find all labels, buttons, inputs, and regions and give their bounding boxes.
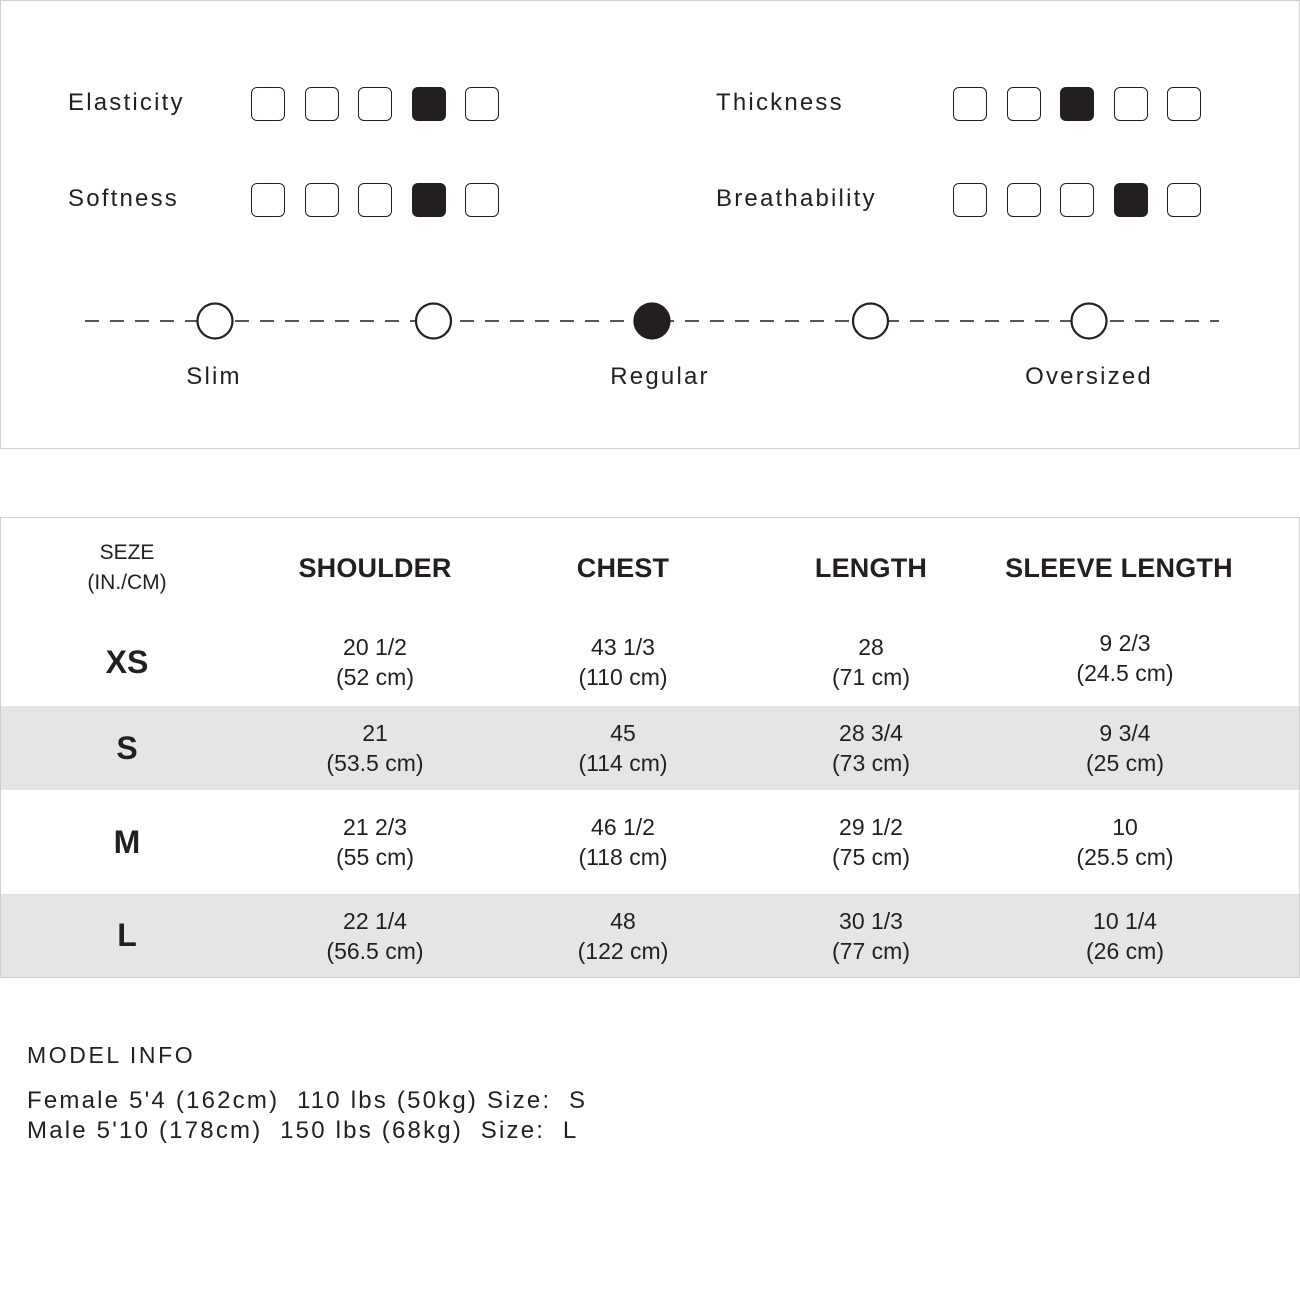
fit-label-oversized: Oversized [1025, 363, 1153, 390]
fit-point [198, 304, 233, 339]
size-label: S [116, 729, 138, 766]
rating-box-empty [358, 87, 392, 121]
header-size-label: SEZE [99, 541, 155, 564]
attr-label-thickness: Thickness [716, 89, 844, 116]
rating-box-empty [1167, 183, 1201, 217]
rating-box-empty [465, 183, 499, 217]
model-info-title: MODEL INFO [27, 1042, 196, 1068]
rating-box-empty [305, 183, 339, 217]
rating-box-filled [412, 183, 446, 217]
header-unit-label: (IN./CM) [87, 571, 167, 594]
table-row [1, 790, 1299, 894]
table-row [1, 618, 1299, 706]
chest-cell: 43 1/3 (110 cm) [578, 634, 668, 690]
attr-label-softness: Softness [68, 185, 179, 212]
sleeve-length-cell: 10 1/4 (26 cm) [1086, 907, 1164, 964]
rating-box-empty [465, 87, 499, 121]
attr-label-elasticity: Elasticity [68, 89, 185, 116]
rating-box-empty [1007, 183, 1041, 217]
rating-box-empty [953, 183, 987, 217]
table-row [1, 706, 1299, 790]
sleeve-length-cell: 10 (25.5 cm) [1076, 814, 1174, 870]
fit-point [853, 304, 888, 339]
header-sleeve-length: SLEEVE LENGTH [1005, 552, 1233, 583]
fit-scale [1, 281, 1299, 361]
table-row [1, 894, 1299, 977]
fit-point [416, 304, 451, 339]
fit-label-regular: Regular [610, 363, 710, 390]
shoulder-cell: 21 2/3 (55 cm) [336, 814, 414, 870]
shoulder-cell: 21 (53.5 cm) [326, 720, 424, 776]
rating-box-empty [358, 183, 392, 217]
rating-box-empty [1114, 87, 1148, 121]
length-cell: 29 1/2 (75 cm) [832, 814, 910, 870]
model-info-female: Female 5'4 (162cm) 110 lbs (50kg) Size: S [27, 1087, 588, 1114]
header-size-unit [87, 518, 166, 618]
rating-box-empty [251, 87, 285, 121]
model-info-section [27, 1040, 587, 1146]
model-info-male: Male 5'10 (178cm) 150 lbs (68kg) Size: L [27, 1117, 579, 1144]
rating-box-empty [305, 87, 339, 121]
fabric-attributes-panel [0, 0, 1300, 449]
rating-box-empty [1007, 87, 1041, 121]
chest-cell: 46 1/2 (118 cm) [578, 814, 668, 870]
rating-box-filled [1060, 87, 1094, 121]
chest-cell: 48 (122 cm) [577, 907, 669, 964]
header-length: LENGTH [814, 552, 928, 583]
rating-box-empty [1167, 87, 1201, 121]
sleeve-length-cell: 9 3/4 (25 cm) [1086, 720, 1164, 776]
size-label: L [117, 917, 137, 953]
rating-box-empty [1060, 183, 1094, 217]
length-cell: 30 1/3 (77 cm) [832, 907, 910, 964]
length-cell: 28 3/4 (73 cm) [832, 720, 910, 776]
rating-box-empty [953, 87, 987, 121]
header-shoulder: SHOULDER [298, 552, 452, 583]
fit-label-slim: Slim [186, 363, 242, 390]
fit-point-selected [635, 304, 670, 339]
length-cell: 28 (71 cm) [832, 634, 910, 690]
size-label: XS [105, 643, 149, 680]
chest-cell: 45 (114 cm) [578, 720, 668, 776]
rating-box-filled [412, 87, 446, 121]
fit-point [1072, 304, 1107, 339]
table-header-row [1, 518, 1299, 618]
rating-box-filled [1114, 183, 1148, 217]
header-chest: CHEST [576, 552, 670, 583]
attr-label-breathability: Breathability [716, 185, 877, 212]
size-label: M [113, 823, 141, 860]
size-chart-table [0, 517, 1300, 978]
rating-box-empty [251, 183, 285, 217]
sleeve-length-cell: 9 2/3 (24.5 cm) [1076, 630, 1174, 686]
shoulder-cell: 20 1/2 (52 cm) [336, 634, 414, 690]
shoulder-cell: 22 1/4 (56.5 cm) [326, 907, 424, 964]
